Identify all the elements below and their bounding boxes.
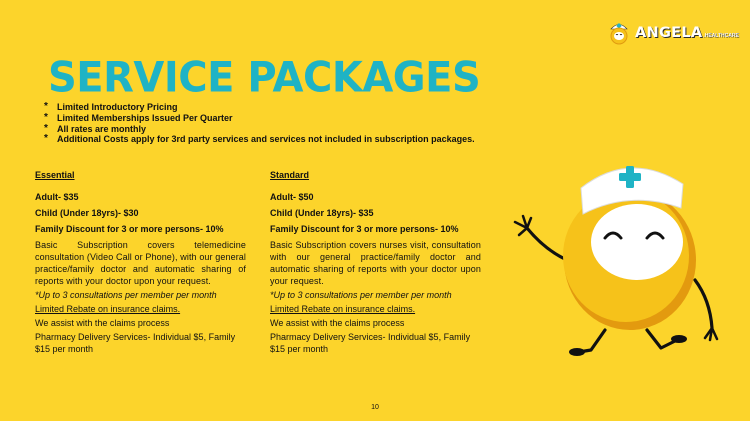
asterisk-icon: *	[44, 111, 48, 123]
essential-child-price: Child (Under 18yrs)- $30	[35, 208, 139, 218]
essential-consult-note: *Up to 3 consultations per member per month	[35, 290, 217, 300]
nurse-mascot-illustration	[505, 140, 725, 370]
standard-pharmacy: Pharmacy Delivery Services- Individual $5, Family $15 per month	[270, 332, 471, 354]
standard-description: Basic Subscription covers nurses visit, consultation with our general practice/family doctor and automatic sharing of reports with your doctor upon your request.	[270, 240, 481, 286]
standard-adult-price: Adult- $50	[270, 192, 314, 202]
standard-heading: Standard	[270, 170, 310, 180]
intro-bullets	[44, 102, 475, 145]
essential-package	[35, 169, 246, 357]
bullet-item: * Limited Memberships Issued Per Quarter	[44, 111, 233, 123]
brand-name: ANGELA	[635, 25, 703, 41]
asterisk-icon: *	[44, 101, 48, 112]
standard-rebate: Limited Rebate on insurance claims.	[270, 304, 416, 314]
essential-pharmacy: Pharmacy Delivery Services- Individual $5, Family $15 per month	[35, 332, 236, 354]
standard-child-price: Child (Under 18yrs)- $35	[270, 208, 374, 218]
essential-claims: We assist with the claims process	[35, 318, 170, 328]
asterisk-icon: *	[44, 133, 48, 145]
bullet-item: * All rates are monthly	[44, 122, 147, 134]
essential-family-discount: Family Discount for 3 or more persons- 10%	[35, 224, 224, 234]
standard-consult-note: *Up to 3 consultations per member per month	[270, 290, 452, 300]
standard-claims: We assist with the claims process	[270, 318, 405, 328]
essential-rebate: Limited Rebate on insurance claims.	[35, 304, 181, 314]
bullet-item: * Additional Costs apply for 3rd party services and services not included in subscription packages.	[44, 133, 475, 145]
bullet-item: * Limited Introductory Pricing	[44, 101, 178, 112]
standard-package	[270, 169, 481, 357]
page-number: 10	[371, 404, 379, 411]
essential-description: Basic Subscription covers telemedicine consultation (Video Call or Phone), with our general practice/family doctor and automatic sharing of reports with your doctor upon your request.	[35, 240, 246, 286]
essential-heading: Essential	[35, 170, 75, 180]
page-title: SERVICE PACKAGES	[48, 53, 481, 103]
asterisk-icon: *	[44, 122, 48, 134]
brand-logo	[606, 20, 739, 46]
essential-adult-price: Adult- $35	[35, 192, 79, 202]
brand-suffix: .HEALTHCARE	[703, 33, 739, 39]
standard-family-discount: Family Discount for 3 or more persons- 10%	[270, 224, 459, 234]
mascot-logo-icon	[606, 20, 632, 46]
